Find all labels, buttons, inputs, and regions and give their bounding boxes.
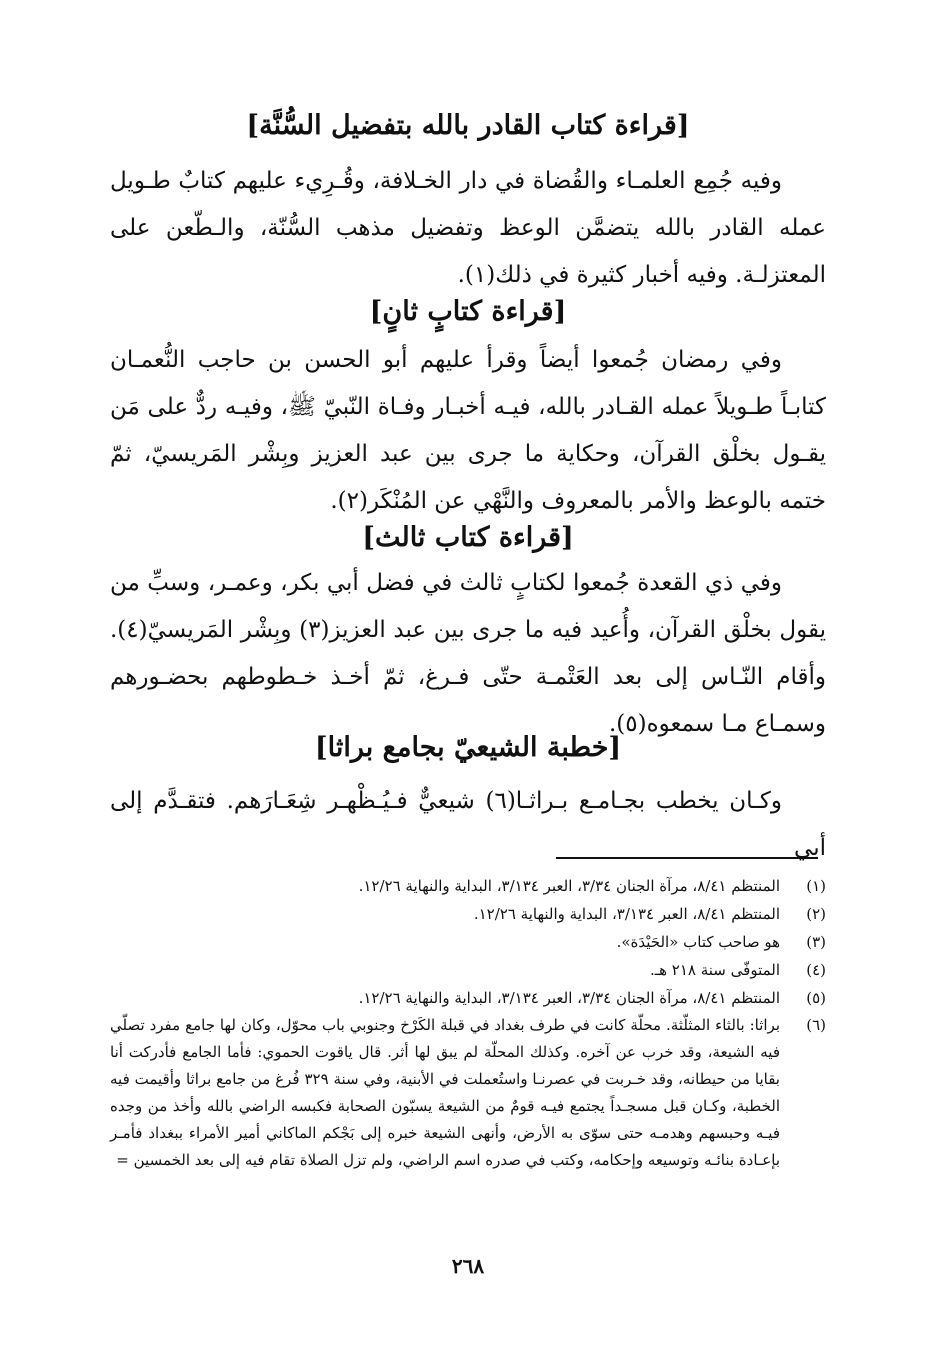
footnote-separator — [556, 857, 818, 859]
section-body-qadir-book: وفيه جُمِع العلمـاء والقُضاة في دار الخـلافة، وقُـرِيء عليهم كتابٌ طـويل عمله القادر بالله يتضمَّن الوعظ وتفضيل مذهب السُّنّة، والـطّعن على المعتزلـة. وفيه أخبار كثيرة في ذلك(١). — [110, 168, 826, 288]
footnote-text: المنتظم ٨/٤١، العبر ٣/١٣٤، البداية والنهاية ١٢/٢٦. — [473, 905, 780, 923]
footnote-item — [110, 984, 826, 1012]
footnote-number: (١) — [806, 877, 826, 895]
footnote-item — [110, 1012, 826, 1174]
footnote-item — [110, 872, 826, 900]
footnote-item — [110, 956, 826, 984]
footnotes — [110, 872, 826, 1174]
footnote-text: المنتظم ٨/٤١، مرآة الجنان ٣/٣٤، العبر ٣/١٣٤، البداية والنهاية ١٢/٢٦. — [358, 989, 780, 1007]
section-body-second-book: وفي رمضان جُمعوا أيضاً وقرأ عليهم أبو الحسن بن حاجب النُّعمـان كتابـاً طـويلاً عمله القـادر بالله، فيـه أخبـار وفـاة النّبيّ ﷺ، وفيـه ردٌّ على مَن يقـول بخلْق القرآن، وحكاية ما جرى بين عبد العزيز وبِشْر المَريسيّ، ثمّ ختمه بالوعظ والأمر بالمعروف والنَّهْي عن المُنْكَر(٢). — [110, 347, 826, 514]
section-heading-second-book: [قراءة كتابٍ ثانٍ] — [369, 296, 567, 327]
footnote-text: المتوفّى سنة ٢١٨ هـ. — [649, 961, 780, 979]
footnote-number: (٢) — [806, 905, 826, 923]
footnote-number: (٤) — [806, 961, 826, 979]
footnote-number: (٦) — [806, 1016, 826, 1034]
footnote-text: هو صاحب كتاب «الحَيْدَة». — [616, 933, 780, 951]
section-heading-third-book: [قراءة كتاب ثالث] — [362, 522, 574, 553]
section-body-shii-sermon: وكـان يخطب بجـامـع بـراثـا(٦) شيعيٌّ فـيُـظْهـر شِعَـارَهم. فتقـدَّم إلى أبي — [110, 788, 826, 861]
footnote-item — [110, 928, 826, 956]
footnote-text: المنتظم ٨/٤١، مرآة الجنان ٣/٣٤، العبر ٣/١٣٤، البداية والنهاية ١٢/٢٦. — [358, 877, 780, 895]
footnote-item — [110, 900, 826, 928]
section-heading-qadir-book: [قراءة كتاب القادر بالله بتفضيل السُّنَّة] — [246, 110, 690, 141]
page-number: ٢٦٨ — [451, 1254, 485, 1278]
footnote-number: (٥) — [806, 989, 826, 1007]
section-heading-shii-sermon: [خطبة الشيعيّ بجامع براثا] — [314, 732, 622, 763]
section-body-third-book: وفي ذي القعدة جُمعوا لكتابٍ ثالث في فضل أبي بكر، وعمـر، وسبِّ من يقول بخلْق القرآن، وأُعيد فيه ما جرى بين عبد العزيز(٣) وبِشْر المَريسيّ(٤). وأقام النّـاس إلى بعد العَتْمـة حتّى فـرغ، ثمّ أخـذ خـطوطهم بحضـورهم وسمـاع مـا سمعوه(٥). — [110, 570, 826, 737]
footnote-number: (٣) — [806, 933, 826, 951]
footnote-text: براثا: بالثاء المثلّثة. محلّة كانت في طرف بغداد في قبلة الكَرْخ وجنوبي باب محوّل، وكان لها جامع مفرد تصلّي فيه الشيعة، وقد خرب عن آخره. وكذلك المحلّة لم يبق لها أثر. قال ياقوت الحموي: فأما الجامع فأدركت أنا بقايا من حيطانه، وقد خـربت في عصرنـا واستُعملت في الأبنية، وفي سنة ٣٢٩ فُرغ من جامع براثا وأقيمت فيه الخطبة، وكـان قبل مسجـداً يجتمع فيـه قومٌ من الشيعة يسبّون الصحابة فكبسه الراضي بالله وأخذ من وجده فيـه وحبسهم وهدمـه حتى سوّى به الأرض، وأنهى الشيعة خبره إلى بَجْكم الماكاني أمير الأمراء ببغداد فأمـر بإعـادة بنائـه وتوسيعه وإحكامه، وكتب في صدره اسم الراضي، ولم تزل الصلاة تقام فيه إلى بعد الخمسين = — [110, 1016, 780, 1169]
